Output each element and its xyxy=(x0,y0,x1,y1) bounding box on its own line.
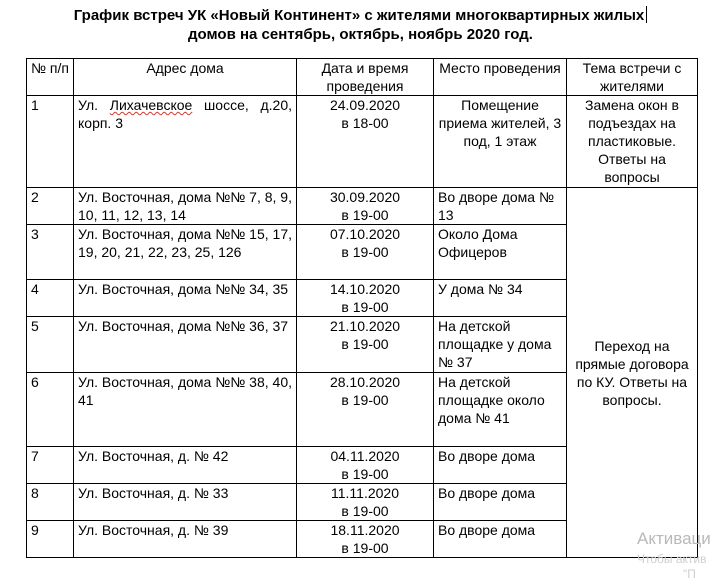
row-datetime xyxy=(297,96,434,188)
windows-activation-subtext-2: "П xyxy=(683,567,696,581)
row-date: 30.09.2020 xyxy=(329,189,401,205)
row-time: в 19-00 xyxy=(341,392,389,408)
row-place: Во дворе дома xyxy=(434,484,567,521)
row-address: Ул. Восточная, дома №№ 15, 17, 19, 20, 21, 22, 23, 25, 126 xyxy=(74,225,297,280)
row-address: Ул. Восточная, дома №№ 38, 40, 41 xyxy=(74,373,297,447)
row-datetime xyxy=(297,280,434,317)
row-address: Ул. Восточная, дома №№ 7, 8, 9, 10, 11, 12, 13, 14 xyxy=(74,188,297,225)
row-place: Во дворе дома № 13 xyxy=(434,188,567,225)
row-address: Ул. Восточная, дома №№ 34, 35 xyxy=(74,280,297,317)
row-place: На детской площадке около дома № 41 xyxy=(434,373,567,447)
table-row xyxy=(27,96,698,188)
row-num: 2 xyxy=(27,188,74,225)
row-date: 07.10.2020 xyxy=(329,226,401,242)
row-datetime xyxy=(297,225,434,280)
table-row xyxy=(27,188,698,225)
row-num: 5 xyxy=(27,317,74,373)
row-datetime xyxy=(297,317,434,373)
row-date: 04.11.2020 xyxy=(330,448,400,464)
header-num: № п/п xyxy=(27,59,74,96)
row-datetime xyxy=(297,521,434,558)
row-num: 1 xyxy=(27,96,74,188)
row-date: 14.10.2020 xyxy=(329,281,401,297)
row-time: в 19-00 xyxy=(341,207,389,223)
row-datetime xyxy=(297,188,434,225)
row-time: в 19-00 xyxy=(341,299,389,315)
meeting-schedule-table xyxy=(26,58,698,558)
row-num: 9 xyxy=(27,521,74,558)
row-datetime xyxy=(297,484,434,521)
row-datetime xyxy=(297,447,434,484)
row-address: Ул. Восточная, д. № 39 xyxy=(74,521,297,558)
header-place: Место проведения xyxy=(434,59,567,96)
spellcheck-word: Лихачевское xyxy=(109,97,193,113)
header-address: Адрес дома xyxy=(74,59,297,96)
row-num: 3 xyxy=(27,225,74,280)
row-place: У дома № 34 xyxy=(434,280,567,317)
row-num: 8 xyxy=(27,484,74,521)
title-line-2: домов на сентябрь, октябрь, ноябрь 2020 год. xyxy=(188,26,533,43)
table-header-row xyxy=(27,59,698,96)
row-place: Во дворе дома xyxy=(434,521,567,558)
row-date: 28.10.2020 xyxy=(329,374,401,390)
windows-activation-watermark: Активаци xyxy=(637,529,711,548)
row-num: 7 xyxy=(27,447,74,484)
row-num: 6 xyxy=(27,373,74,447)
row-date: 21.10.2020 xyxy=(329,318,401,334)
row-place: Помещение приема жителей, 3 под, 1 этаж xyxy=(434,96,567,188)
title-line-1: График встреч УК «Новый Континент» с жителями многоквартирных жилых xyxy=(0,6,721,25)
row-datetime xyxy=(297,373,434,447)
row-address: Ул. Лихачевское шоссе, д.20, корп. 3 xyxy=(74,96,297,188)
text-cursor xyxy=(646,6,647,23)
row-time: в 19-00 xyxy=(341,244,389,260)
row-place: На детской площадке у дома № 37 xyxy=(434,317,567,373)
header-datetime: Дата и время проведения xyxy=(297,59,434,96)
row-time: в 18-00 xyxy=(341,115,389,131)
row-topic: Замена окон в подъездах на пластиковые. Ответы на вопросы xyxy=(567,96,698,188)
row-time: в 19-00 xyxy=(341,540,389,556)
row-address: Ул. Восточная, д. № 33 xyxy=(74,484,297,521)
row-time: в 19-00 xyxy=(341,466,389,482)
row-date: 18.11.2020 xyxy=(330,522,400,538)
header-topic: Тема встречи с жителями xyxy=(567,59,698,96)
row-place: Во дворе дома xyxy=(434,447,567,484)
row-time: в 19-00 xyxy=(341,503,389,519)
row-address: Ул. Восточная, дома №№ 36, 37 xyxy=(74,317,297,373)
row-place: Около Дома Офицеров xyxy=(434,225,567,280)
row-date: 11.11.2020 xyxy=(331,485,399,501)
row-date: 24.09.2020 xyxy=(329,97,401,113)
row-num: 4 xyxy=(27,280,74,317)
document-title xyxy=(0,6,721,44)
row-time: в 19-00 xyxy=(341,336,389,352)
windows-activation-subtext: Чтобы актив xyxy=(637,552,707,566)
merged-topic-cell: Переход на прямые договора по КУ. Ответы на вопросы. xyxy=(567,188,698,558)
row-address: Ул. Восточная, д. № 42 xyxy=(74,447,297,484)
